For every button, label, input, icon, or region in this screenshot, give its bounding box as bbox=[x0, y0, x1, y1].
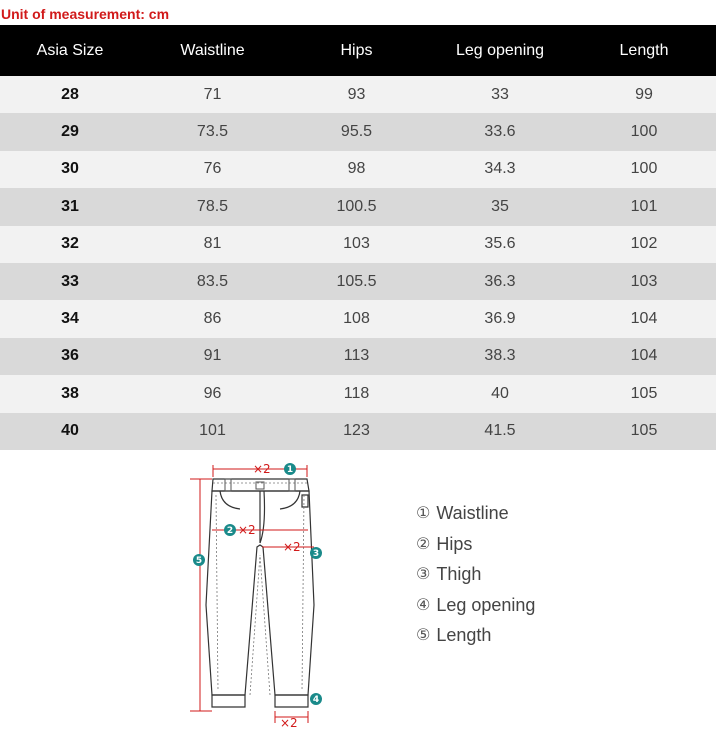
legend-number: ④ bbox=[416, 594, 431, 614]
leg-opening-multiplier-label: ×2 bbox=[280, 716, 298, 730]
table-cell: 33.6 bbox=[428, 113, 572, 150]
legend-item-hips bbox=[416, 529, 535, 560]
header-length: Length bbox=[572, 25, 716, 76]
table-cell: 96 bbox=[140, 375, 285, 412]
legend-item-leg-opening bbox=[416, 590, 535, 621]
table-cell: 100 bbox=[572, 151, 716, 188]
waist-multiplier-label: ×2 bbox=[253, 462, 271, 476]
pants-diagram bbox=[180, 455, 340, 730]
legend-label: Hips bbox=[436, 533, 473, 554]
table-cell: 101 bbox=[140, 413, 285, 450]
table-row bbox=[0, 300, 716, 337]
legend-number: ③ bbox=[416, 564, 431, 583]
table-row bbox=[0, 263, 716, 300]
measurement-legend bbox=[416, 498, 535, 651]
table-cell: 86 bbox=[140, 300, 285, 337]
table-cell: 38.3 bbox=[428, 338, 572, 375]
table-cell: 105 bbox=[572, 413, 716, 450]
table-cell: 99 bbox=[572, 76, 716, 113]
legend-number: ② bbox=[416, 533, 431, 553]
table-cell: 28 bbox=[0, 76, 140, 113]
legend-label: Waistline bbox=[436, 503, 509, 523]
table-cell: 102 bbox=[572, 226, 716, 263]
table-cell: 105 bbox=[572, 375, 716, 412]
table-cell: 34.3 bbox=[428, 151, 572, 188]
legend-item-length bbox=[416, 620, 535, 651]
hips-multiplier-label: ×2 bbox=[238, 523, 256, 537]
legend-item-thigh bbox=[416, 559, 535, 590]
legend-label: Thigh bbox=[436, 564, 482, 584]
table-row bbox=[0, 76, 716, 113]
table-cell: 41.5 bbox=[428, 413, 572, 450]
table-cell: 108 bbox=[285, 300, 428, 337]
header-waistline: Waistline bbox=[140, 25, 285, 76]
marker-4 bbox=[310, 693, 322, 705]
table-cell: 95.5 bbox=[285, 113, 428, 150]
header-leg-opening: Leg opening bbox=[428, 25, 572, 76]
table-cell: 35.6 bbox=[428, 226, 572, 263]
unit-label: Unit of measurement: cm bbox=[1, 6, 170, 22]
header-asia-size: Asia Size bbox=[0, 25, 140, 76]
table-cell: 33 bbox=[428, 76, 572, 113]
table-cell: 35 bbox=[428, 188, 572, 225]
table-cell: 101 bbox=[572, 188, 716, 225]
table-cell: 91 bbox=[140, 338, 285, 375]
legend-label: Length bbox=[436, 625, 492, 645]
table-cell: 100.5 bbox=[285, 188, 428, 225]
table-cell: 81 bbox=[140, 226, 285, 263]
table-cell: 40 bbox=[428, 375, 572, 412]
table-cell: 103 bbox=[572, 263, 716, 300]
table-cell: 98 bbox=[285, 151, 428, 188]
table-cell: 32 bbox=[0, 226, 140, 263]
table-row bbox=[0, 226, 716, 263]
svg-text:5: 5 bbox=[195, 556, 203, 566]
svg-text:2: 2 bbox=[226, 526, 234, 536]
svg-text:3: 3 bbox=[312, 549, 320, 559]
header-hips: Hips bbox=[285, 25, 428, 76]
table-cell: 113 bbox=[285, 338, 428, 375]
legend-number: ⑤ bbox=[416, 625, 431, 644]
table-cell: 71 bbox=[140, 76, 285, 113]
legend-item-waistline bbox=[416, 498, 535, 529]
table-row bbox=[0, 113, 716, 150]
marker-1 bbox=[284, 463, 296, 475]
table-cell: 103 bbox=[285, 226, 428, 263]
table-cell: 40 bbox=[0, 413, 140, 450]
table-cell: 34 bbox=[0, 300, 140, 337]
table-row bbox=[0, 375, 716, 412]
table-row bbox=[0, 338, 716, 375]
legend-label: Leg opening bbox=[436, 594, 536, 615]
table-row bbox=[0, 188, 716, 225]
thigh-multiplier-label: ×2 bbox=[283, 540, 301, 554]
table-cell: 93 bbox=[285, 76, 428, 113]
table-cell: 36.3 bbox=[428, 263, 572, 300]
table-cell: 100 bbox=[572, 113, 716, 150]
size-chart-table bbox=[0, 25, 716, 450]
svg-text:1: 1 bbox=[286, 465, 294, 475]
table-cell: 33 bbox=[0, 263, 140, 300]
table-cell: 29 bbox=[0, 113, 140, 150]
marker-3 bbox=[310, 547, 322, 559]
table-cell: 30 bbox=[0, 151, 140, 188]
marker-2 bbox=[224, 524, 236, 536]
legend-number: ① bbox=[416, 503, 431, 522]
table-row bbox=[0, 413, 716, 450]
table-cell: 36.9 bbox=[428, 300, 572, 337]
table-cell: 36 bbox=[0, 338, 140, 375]
table-cell: 31 bbox=[0, 188, 140, 225]
marker-5 bbox=[193, 554, 205, 566]
table-cell: 38 bbox=[0, 375, 140, 412]
table-cell: 76 bbox=[140, 151, 285, 188]
table-row bbox=[0, 151, 716, 188]
table-cell: 123 bbox=[285, 413, 428, 450]
table-cell: 118 bbox=[285, 375, 428, 412]
table-cell: 73.5 bbox=[140, 113, 285, 150]
table-cell: 105.5 bbox=[285, 263, 428, 300]
table-cell: 83.5 bbox=[140, 263, 285, 300]
svg-text:4: 4 bbox=[312, 695, 320, 705]
table-cell: 104 bbox=[572, 300, 716, 337]
table-cell: 104 bbox=[572, 338, 716, 375]
table-cell: 78.5 bbox=[140, 188, 285, 225]
table-header-row bbox=[0, 25, 716, 76]
